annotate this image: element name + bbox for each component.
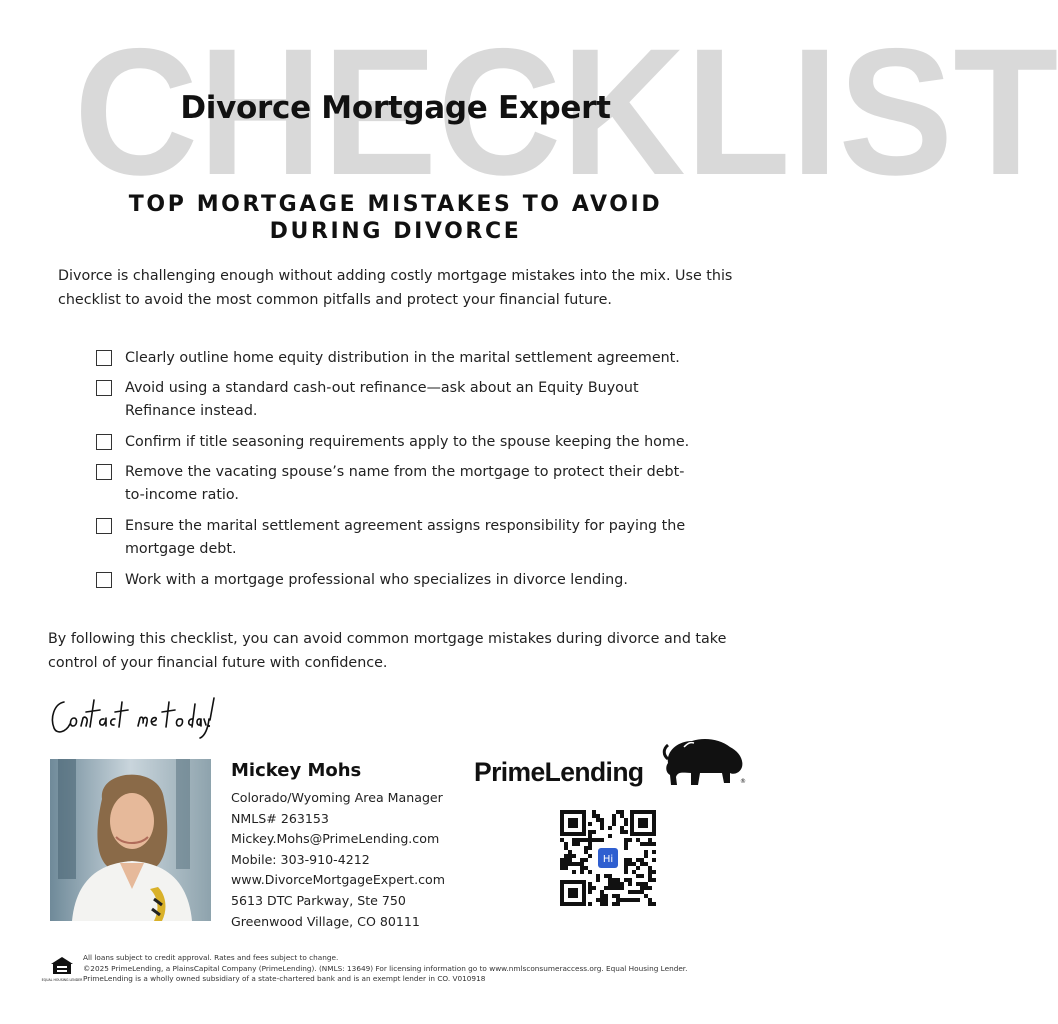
intro-line-1: Divorce is challenging enough without adding costly mortgage mistakes into the mix. Use this (58, 268, 733, 284)
qr-module (616, 898, 620, 902)
qr-module (564, 862, 568, 866)
qr-module (608, 882, 612, 886)
qr-module (572, 854, 576, 858)
qr-module (592, 886, 596, 890)
qr-module (636, 898, 640, 902)
qr-module (600, 894, 604, 898)
qr-module (624, 838, 628, 842)
intro-paragraph (58, 264, 748, 312)
background-letter: C (74, 11, 199, 213)
qr-module (584, 838, 588, 842)
agent-nmls: NMLS# 263153 (231, 810, 329, 826)
qr-module (632, 870, 636, 874)
qr-module (560, 858, 564, 862)
qr-module (648, 842, 652, 846)
qr-module (564, 866, 568, 870)
qr-module (644, 842, 648, 846)
qr-module (620, 898, 624, 902)
checklist-item (96, 461, 736, 507)
checkbox[interactable] (96, 350, 112, 366)
qr-badge-text: Hi (602, 854, 614, 865)
qr-module (588, 882, 592, 886)
checklist-item (96, 515, 736, 561)
checkbox[interactable] (96, 464, 112, 480)
qr-module (648, 902, 652, 906)
qr-module (576, 842, 580, 846)
closing-line-1: By following this checklist, you can avoid common mortgage mistakes during divorce and take (48, 631, 727, 647)
checklist-item (96, 347, 736, 370)
qr-module (572, 838, 576, 842)
qr-module (652, 858, 656, 862)
qr-module (608, 878, 612, 882)
bison-icon (660, 733, 746, 789)
qr-module (584, 858, 588, 862)
qr-module (584, 850, 588, 854)
qr-module (576, 862, 580, 866)
qr-module (596, 874, 600, 878)
checklist-item-text (125, 515, 685, 561)
qr-module (628, 858, 632, 862)
checklist-item (96, 431, 736, 454)
background-letter: S (838, 11, 954, 213)
qr-module (624, 870, 628, 874)
qr-module (644, 894, 648, 898)
qr-module (596, 838, 600, 842)
qr-module (652, 902, 656, 906)
checklist-item-line: Ensure the marital settlement agreement assigns responsibility for paying the (125, 518, 686, 534)
qr-module (636, 838, 640, 842)
qr-module (588, 830, 592, 834)
qr-module (608, 834, 612, 838)
qr-module (652, 850, 656, 854)
agent-mobile[interactable]: Mobile: 303-910-4212 (231, 851, 370, 867)
qr-module (604, 898, 608, 902)
qr-module (640, 886, 644, 890)
qr-module (640, 890, 644, 894)
qr-module (620, 810, 624, 814)
checklist-item-line: to-income ratio. (125, 487, 239, 503)
qr-module (620, 826, 624, 830)
legal-disclaimer (83, 953, 783, 985)
qr-module (596, 878, 600, 882)
agent-email-link[interactable]: Mickey.Mohs@PrimeLending.com (231, 831, 440, 847)
registered-mark: ® (740, 778, 746, 785)
qr-module (560, 866, 564, 870)
checklist-item-line: Refinance instead. (125, 403, 258, 419)
qr-module (564, 858, 568, 862)
qr-module (588, 854, 592, 858)
checklist (96, 347, 736, 592)
qr-module (572, 862, 576, 866)
qr-module (652, 878, 656, 882)
qr-module (576, 838, 580, 842)
checklist-item-text (125, 377, 639, 423)
agent-website-link[interactable]: www.DivorceMortgageExpert.com (231, 872, 445, 888)
legal-line-2: ©2025 PrimeLending, a PlainsCapital Company (PrimeLending). (NMLS: 13649) For licensing information go to www.nmlsconsumeraccess.org. Equal Housing Lender. (83, 963, 688, 973)
qr-module (628, 882, 632, 886)
qr-module (588, 886, 592, 890)
qr-module (628, 898, 632, 902)
qr-module (596, 818, 600, 822)
qr-module (604, 894, 608, 898)
qr-module (596, 898, 600, 902)
logo-wordmark: PrimeLending (474, 757, 644, 787)
qr-module (588, 842, 592, 846)
qr-module (620, 830, 624, 834)
agent-photo (50, 759, 211, 921)
qr-module (592, 814, 596, 818)
qr-module (624, 878, 628, 882)
checklist-item-text (125, 347, 680, 370)
qr-module (580, 870, 584, 874)
qr-module (652, 870, 656, 874)
qr-module (612, 822, 616, 826)
qr-module (648, 878, 652, 882)
agent-address-line-2: Greenwood Village, CO 80111 (231, 913, 420, 929)
background-letter: I (790, 11, 839, 213)
qr-module (560, 838, 564, 842)
qr-module (600, 898, 604, 902)
qr-module (612, 818, 616, 822)
qr-module (588, 822, 592, 826)
qr-module (580, 838, 584, 842)
qr-module (600, 822, 604, 826)
background-letter: T (953, 11, 1058, 213)
qr-module (612, 894, 616, 898)
contact-me-today-script (48, 692, 208, 740)
qr-module (648, 898, 652, 902)
qr-module (600, 902, 604, 906)
qr-module (604, 902, 608, 906)
checklist-item (96, 569, 736, 592)
qr-module (568, 850, 572, 854)
qr-module (628, 878, 632, 882)
agent-address-line-1: 5613 DTC Parkway, Ste 750 (231, 892, 406, 908)
checklist-item-text (125, 461, 684, 507)
qr-module (588, 870, 592, 874)
qr-module (588, 838, 592, 842)
checklist-item-text (125, 569, 628, 592)
closing-paragraph (48, 627, 748, 675)
qr-module (636, 858, 640, 862)
qr-module (608, 874, 612, 878)
qr-module (636, 890, 640, 894)
checklist-item-line: Work with a mortgage professional who specializes in divorce lending. (125, 572, 628, 588)
primelending-logo (474, 733, 746, 793)
qr-module (624, 818, 628, 822)
qr-module (624, 866, 628, 870)
checkbox[interactable] (96, 434, 112, 450)
qr-module (624, 822, 628, 826)
qr-module (644, 862, 648, 866)
background-letter: E (322, 11, 438, 213)
qr-module (600, 818, 604, 822)
qr-module (620, 814, 624, 818)
qr-module (624, 858, 628, 862)
qr-module (596, 814, 600, 818)
legal-line-1: All loans subject to credit approval. Rates and fees subject to change. (83, 953, 339, 962)
subtitle-line-1: TOP MORTGAGE MISTAKES TO AVOID (128, 192, 663, 217)
qr-module (632, 890, 636, 894)
qr-module (624, 842, 628, 846)
intro-line-2: checklist to avoid the most common pitfalls and protect your financial future. (58, 292, 612, 308)
legal-line-3: PrimeLending is a wholly owned subsidiary of a state-chartered bank and is an exempt lender in CO. V010918 (83, 974, 486, 984)
qr-module (612, 878, 616, 882)
qr-module (564, 846, 568, 850)
qr-module (624, 846, 628, 850)
checklist-item (96, 377, 736, 423)
qr-module (572, 842, 576, 846)
qr-module (652, 842, 656, 846)
closing-line-2: control of your financial future with confidence. (48, 655, 388, 671)
qr-module (648, 874, 652, 878)
qr-module (644, 850, 648, 854)
qr-module (644, 886, 648, 890)
background-letter: L (685, 11, 791, 213)
qr-module (640, 882, 644, 886)
qr-module (584, 846, 588, 850)
equal-housing-lender-icon (41, 956, 83, 982)
qr-module (640, 874, 644, 878)
checklist-item-line: Remove the vacating spouse’s name from the mortgage to protect their debt- (125, 464, 685, 480)
qr-module (560, 862, 564, 866)
qr-module (648, 870, 652, 874)
qr-module (648, 886, 652, 890)
qr-module (636, 866, 640, 870)
agent-details (231, 788, 445, 932)
qr-module (588, 846, 592, 850)
qr-module (568, 862, 572, 866)
qr-module (636, 874, 640, 878)
qr-module (592, 810, 596, 814)
qr-module (572, 870, 576, 874)
background-letter: K (561, 11, 686, 213)
qr-module (604, 886, 608, 890)
qr-module (616, 810, 620, 814)
checkbox[interactable] (96, 518, 112, 534)
qr-module (564, 842, 568, 846)
qr-module (624, 898, 628, 902)
qr-module (624, 862, 628, 866)
agent-title: Colorado/Wyoming Area Manager (231, 790, 443, 805)
qr-module (564, 854, 568, 858)
qr-module (628, 862, 632, 866)
brand-title: Divorce Mortgage Expert (180, 90, 611, 126)
qr-module (632, 898, 636, 902)
qr-module (600, 838, 604, 842)
page-subtitle (0, 191, 791, 245)
qr-module (616, 886, 620, 890)
qr-module (616, 894, 620, 898)
qr-module (644, 882, 648, 886)
qr-code[interactable] (560, 810, 656, 906)
qr-module (588, 890, 592, 894)
ehl-label: EQUAL HOUSING LENDER (41, 978, 83, 982)
qr-module (648, 866, 652, 870)
qr-module (648, 838, 652, 842)
qr-module (612, 882, 616, 886)
checklist-item-line: Avoid using a standard cash-out refinance—ask about an Equity Buyout (125, 380, 639, 396)
checklist-item-line: Clearly outline home equity distribution in the marital settlement agreement. (125, 350, 680, 366)
qr-module (624, 830, 628, 834)
qr-module (628, 890, 632, 894)
checkbox[interactable] (96, 380, 112, 396)
qr-module (600, 890, 604, 894)
qr-module (616, 882, 620, 886)
qr-module (612, 814, 616, 818)
qr-module (644, 854, 648, 858)
background-letter: H (198, 11, 323, 213)
qr-module (616, 878, 620, 882)
qr-module (584, 866, 588, 870)
portrait-image (50, 759, 211, 921)
qr-module (608, 886, 612, 890)
subtitle-line-2: DURING DIVORCE (269, 219, 522, 244)
qr-module (588, 834, 592, 838)
qr-module (612, 886, 616, 890)
qr-module (628, 838, 632, 842)
checklist-item-text (125, 431, 689, 454)
qr-module (600, 826, 604, 830)
qr-module (620, 882, 624, 886)
qr-module (580, 858, 584, 862)
checklist-item-line: mortgage debt. (125, 541, 237, 557)
qr-module (608, 826, 612, 830)
qr-module (580, 866, 584, 870)
qr-module (592, 838, 596, 842)
qr-module (588, 902, 592, 906)
qr-module (620, 886, 624, 890)
qr-module (580, 862, 584, 866)
qr-module (616, 902, 620, 906)
qr-module (604, 874, 608, 878)
qr-module (640, 842, 644, 846)
qr-module (592, 830, 596, 834)
qr-module (612, 902, 616, 906)
qr-module (640, 858, 644, 862)
checklist-item-line: Confirm if title seasoning requirements apply to the spouse keeping the home. (125, 434, 690, 450)
qr-module (640, 862, 644, 866)
checkbox[interactable] (96, 572, 112, 588)
background-letter: C (437, 11, 562, 213)
qr-module (636, 882, 640, 886)
qr-module (632, 862, 636, 866)
qr-module (568, 858, 572, 862)
qr-module (568, 854, 572, 858)
agent-name: Mickey Mohs (231, 760, 362, 781)
